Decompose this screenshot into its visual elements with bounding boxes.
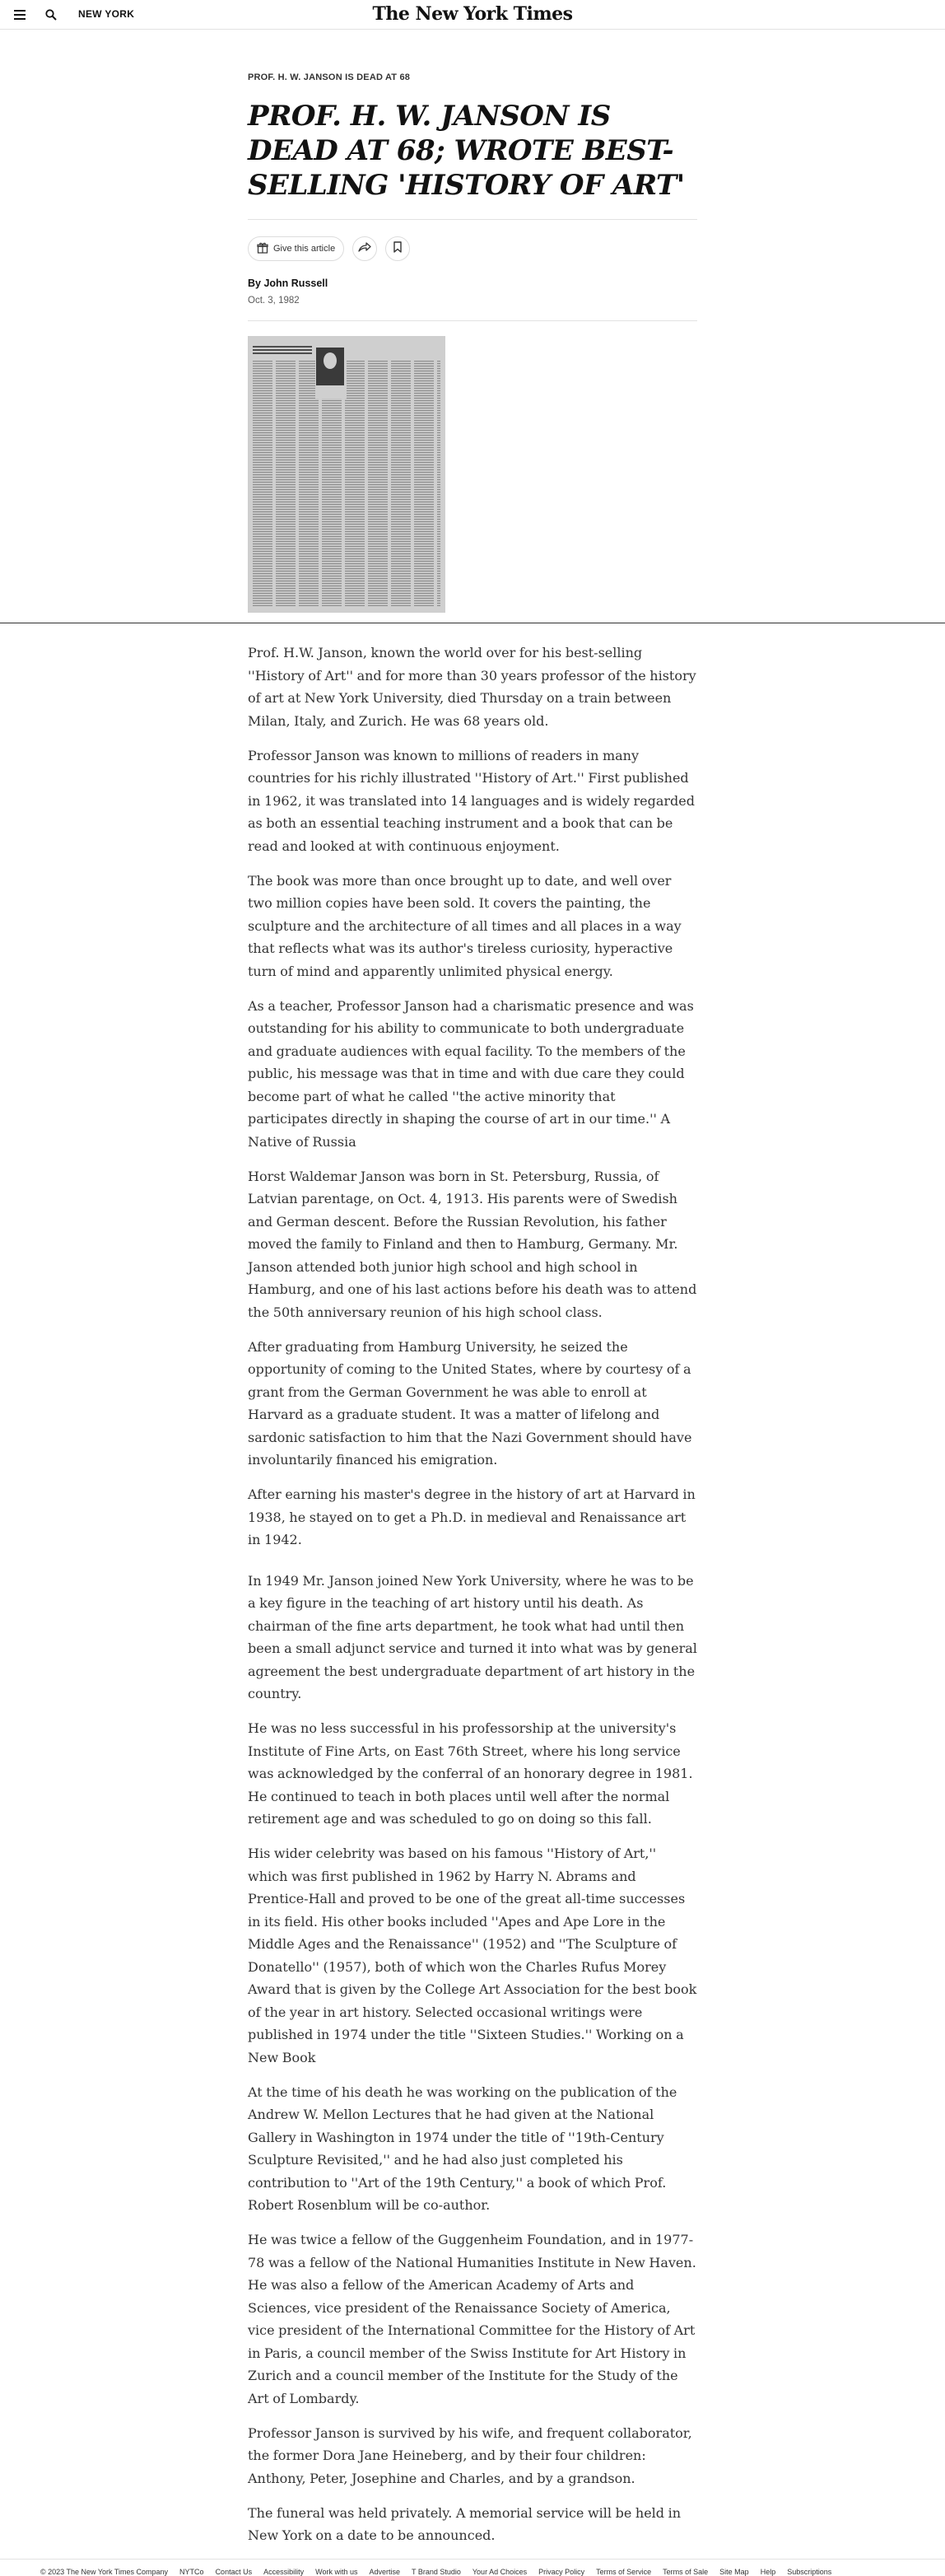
gift-icon: [257, 242, 268, 256]
divider: [248, 320, 697, 321]
article-paragraph: Professor Janson is survived by his wife, and frequent collaborator, the former Dora Jane Heineberg, and by their four children: Anthony, Peter, Josephine and Charles, and by a grandson.: [248, 2424, 692, 2486]
archive-page-scan[interactable]: [248, 336, 445, 613]
top-bar: [0, 0, 945, 30]
share-toolbar: [248, 220, 697, 274]
article-body: [248, 642, 697, 2547]
article-paragraph: The funeral was held privately. A memorial service will be held in New York on a date to be announced.: [248, 2504, 682, 2543]
bookmark-icon: [393, 241, 402, 257]
article-paragraph: Professor Janson was known to millions of readers in many countries for his richly illustrated ''History of Art.'' First published in 1962, it was translated into 14 languages and is widely regarded as both an essential teaching instrument and a book that can be read and looked at with continuous enjoyment.: [248, 747, 695, 854]
publish-date: Oct. 3, 1982: [248, 296, 300, 306]
footer-link-site-map[interactable]: Site Map: [719, 2568, 749, 2576]
footer-copyright: © 2023 The New York Times Company: [40, 2568, 169, 2576]
give-article-button[interactable]: [248, 236, 344, 261]
article-paragraph: His wider celebrity was based on his famous ''History of Art,'' which was first published in 1962 by Harry N. Abrams and Prentice-Hall and proved to be one of the great all-time successes in its field. His other books included ''Apes and Ape Lore in the Middle Ages and the Renaissance'' (1952) and ''The Sculpture of Donatello'' (1957), both of which won the Charles Rufus Morey Award that is given by the College Art Association for the best book of the year in art history. Selected occasional writings were published in 1974 under the title ''Sixteen Studies.'' Working on a New Book: [248, 1846, 697, 2065]
article-paragraph: At the time of his death he was working on the publication of the Andrew W. Mellon Lectures that he had given at the National Gallery in Washington in 1974 under the title of ''19th-Century Sculpture Revisited,'' and he had also just completed his contribution to ''Art of the 19th Century,'' a book of which Prof. Robert Rosenblum will be co-author.: [248, 2084, 677, 2213]
article-paragraph: The book was more than once brought up to date, and well over two million copies have been sold. It covers the painting, the sculpture and the architecture of all times and all places in a way that reflects what was its author's tireless curiosity, hyperactive turn of mind and apparently unlimited physical energy.: [248, 872, 682, 979]
share-button[interactable]: [352, 236, 377, 261]
article-headline: PROF. H. W. JANSON IS DEAD AT 68; WROTE BEST-SELLING 'HISTORY OF ART': [248, 100, 685, 202]
article-paragraph: After earning his master's degree in the history of art at Harvard in 1938, he stayed on to get a Ph.D. in medieval and Renaissance art in 1942.: [248, 1486, 696, 1547]
scan-text-columns: [253, 361, 440, 606]
article-paragraph: After graduating from Hamburg University, he seized the opportunity of coming to the United States, where by courtesy of a grant from the German Government he was able to enroll at Harvard as a graduate student. It was a matter of lifelong and sardonic satisfaction to him that the Nazi Government should have involuntarily financed his emigration.: [248, 1338, 692, 1468]
section-link[interactable]: NEW YORK: [78, 8, 135, 20]
article-paragraph: He was no less successful in his professorship at the university's Institute of Fine Arts, on East 76th Street, where his long service was acknowledged by the conferral of an honorary degree in 1981. He continued to teach in both places until well after the normal retirement age and was scheduled to go on doing so this fall.: [248, 1720, 693, 1827]
article-paragraph: In 1949 Mr. Janson joined New York University, where he was to be a key figure in the teaching of art history until his death. As chairman of the fine arts department, he took what had until then been a small adjunct service and turned it into what was by general agreement the best undergraduate department of art history in the country.: [248, 1572, 697, 1701]
footer-link-terms-sale[interactable]: Terms of Sale: [663, 2568, 709, 2576]
footer-link-work-with-us[interactable]: Work with us: [315, 2568, 358, 2576]
article-kicker: PROF. H. W. JANSON IS DEAD AT 68: [248, 72, 411, 82]
footer-link-ad-choices[interactable]: Your Ad Choices: [472, 2568, 528, 2576]
article-paragraph: He was twice a fellow of the Guggenheim Foundation, and in 1977-78 was a fellow of the National Humanities Institute in New Haven. He was also a fellow of the American Academy of Arts and Sciences, vice president of the Renaissance Society of America, vice president of the International Committee for the History of Art in Paris, a council member of the Swiss Institute for Art History in Zurich and a council member of the Institute for the Study of the Art of Lombardy.: [248, 2232, 696, 2406]
byline[interactable]: By John Russell: [248, 278, 328, 289]
footer-link-t-brand[interactable]: T Brand Studio: [412, 2568, 461, 2576]
article-paragraph: As a teacher, Professor Janson had a charismatic presence and was outstanding for his ability to communicate to both undergraduate and graduate audiences with equal facility. To the members of the public, his message was that in time and with due care they could become part of what he called ''the active minority that participates directly in shaping the course of art in our time.'' A Native of Russia: [248, 997, 694, 1150]
footer-link-advertise[interactable]: Advertise: [369, 2568, 400, 2576]
footer-link-subscriptions[interactable]: Subscriptions: [787, 2568, 832, 2576]
share-arrow-icon: [358, 241, 371, 257]
give-article-label: Give this article: [273, 244, 336, 254]
site-footer: [0, 2559, 945, 2576]
footer-link-accessibility[interactable]: Accessibility: [263, 2568, 305, 2576]
footer-link-privacy[interactable]: Privacy Policy: [538, 2568, 585, 2576]
scan-portrait-photo: [316, 348, 344, 385]
article-paragraph: Prof. H.W. Janson, known the world over for his best-selling ''History of Art'' and for more than 30 years professor of the history of art at New York University, died Thursday on a train between Milan, Italy, and Zurich. He was 68 years old.: [248, 645, 696, 729]
scan-headline: [253, 346, 312, 356]
footer-link-contact[interactable]: Contact Us: [215, 2568, 253, 2576]
nyt-logo[interactable]: The New York Times: [372, 3, 573, 25]
article-paragraph: Horst Waldemar Janson was born in St. Petersburg, Russia, of Latvian parentage, on Oct. 4, 1913. His parents were of Swedish and German descent. Before the Russian Revolution, his father moved the family to Finland and then to Hamburg, Germany. Mr. Janson attended both junior high school and high school in Hamburg, and one of his last actions before his death was to attend the 50th anniversary reunion of his high school class.: [248, 1168, 697, 1320]
article-header: [248, 72, 697, 613]
footer-link-nytco[interactable]: NYTCo: [179, 2568, 204, 2576]
footer-link-terms-service[interactable]: Terms of Service: [596, 2568, 652, 2576]
footer-link-help[interactable]: Help: [760, 2568, 776, 2576]
save-button[interactable]: [385, 236, 410, 261]
